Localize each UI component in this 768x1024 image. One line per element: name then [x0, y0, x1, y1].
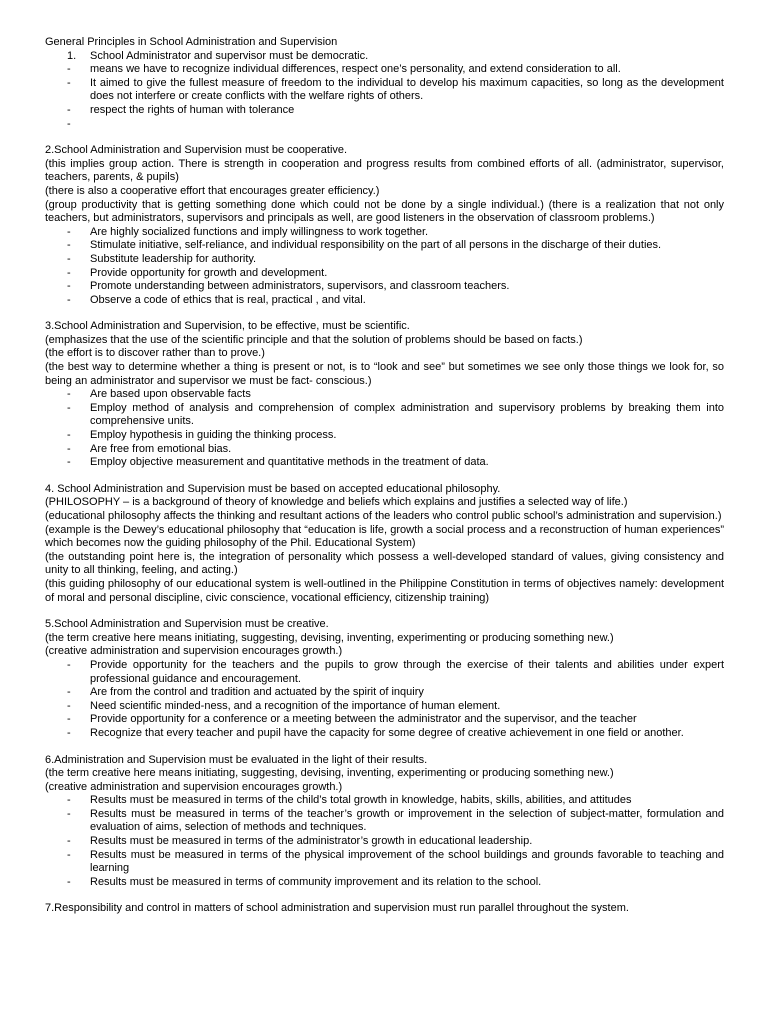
paragraph: (the best way to determine whether a thing is present or not, is to “look and see” but sometimes we see only those things we look for, so being an administrator and supervisor we must be fact- conscious.) — [45, 361, 724, 387]
section-7 — [45, 902, 724, 916]
list-item: - Employ hypothesis in guiding the thinking process. — [45, 429, 724, 443]
section-4 — [45, 483, 724, 605]
bullet-list — [45, 63, 724, 131]
list-item — [45, 118, 724, 132]
paragraph: (example is the Dewey’s educational philosophy that “education is life, growth a social process and a reconstruction of human experiences” which becomes now the guiding philosophy of the Phil. Educational System) — [45, 523, 724, 550]
paragraph: (emphasizes that the use of the scientific principle and that the solution of problems should be based on facts.) — [45, 333, 583, 346]
section-heading: 2.School Administration and Supervision must be cooperative. — [45, 144, 348, 157]
paragraph: (creative administration and supervision encourages growth.) — [45, 780, 343, 793]
paragraph: (this implies group action. There is strength in cooperation and progress results from combined efforts of all. (administrator, supervisor, teachers, parents, & pupils) — [45, 157, 724, 184]
section-1 — [45, 50, 724, 132]
section-heading: 3.School Administration and Supervision, to be effective, must be scientific. — [45, 320, 410, 333]
item-text: School Administrator and supervisor must be democratic. — [90, 49, 369, 62]
list-item: - Results must be measured in terms of community improvement and its relation to the school. — [45, 876, 724, 890]
list-item: - Results must be measured in terms of the teacher’s growth or improvement in the selection of subject-matter, formulation and evaluation of aims, selection of methods and techniques. — [45, 808, 724, 835]
list-item: - Results must be measured in terms of the child’s total growth in knowledge, habits, skills, abilities, and attitudes — [45, 794, 724, 808]
document-title: General Principles in School Administration and Supervision — [45, 36, 338, 48]
list-item: - Promote understanding between administrators, supervisors, and classroom teachers. — [45, 280, 724, 294]
list-item: - Observe a code of ethics that is real, practical , and vital. — [45, 294, 724, 308]
list-item: - It aimed to give the fullest measure of freedom to the individual to develop his maximum capacities, so long as the development does not interfere or create conflicts with the welfare rights of others. — [45, 77, 724, 104]
section-heading: 4. School Administration and Supervision must be based on accepted educational philosophy. — [45, 482, 501, 495]
paragraph: (creative administration and supervision encourages growth.) — [45, 645, 343, 658]
numbered-item-1 — [45, 50, 724, 64]
list-item: - Recognize that every teacher and pupil have the capacity for some degree of creative achievement in one field or another. — [45, 727, 724, 741]
list-item: - means we have to recognize individual differences, respect one’s personality, and extend consideration to all. — [45, 63, 724, 77]
paragraph: (PHILOSOPHY – is a background of theory of knowledge and beliefs which explains and justifies a selected way of life.) — [45, 496, 628, 509]
list-item: - respect the rights of human with tolerance — [45, 104, 724, 118]
list-item: - Employ objective measurement and quantitative methods in the treatment of data. — [45, 456, 724, 470]
list-item: - Provide opportunity for a conference or a meeting between the administrator and the supervisor, and the teacher — [45, 713, 724, 727]
numbered-list — [45, 50, 724, 64]
list-item: - Substitute leadership for authority. — [45, 253, 724, 267]
section-3 — [45, 320, 724, 470]
paragraph: (this guiding philosophy of our educational system is well-outlined in the Philippine Constitution in terms of objectives namely: development of moral and personal discipline, civic conscience, vocational efficiency, citizenship training) — [45, 577, 724, 604]
list-item: - Results must be measured in terms of the physical improvement of the school buildings and grounds favorable to teaching and learning — [45, 849, 724, 876]
section-heading: 7.Responsibility and control in matters of school administration and supervision must run parallel throughout the system. — [45, 902, 629, 915]
list-item: - Employ method of analysis and comprehension of complex administration and supervisory problems by breaking them into comprehensive units. — [45, 402, 724, 429]
list-item: - Provide opportunity for growth and development. — [45, 267, 724, 281]
list-item: - Are based upon observable facts — [45, 388, 724, 402]
section-2 — [45, 144, 724, 307]
list-item: - Provide opportunity for the teachers and the pupils to grow through the exercise of their talents and abilities under expert professional guidance and encouragement. — [45, 659, 724, 686]
list-item: - Need scientific minded-ness, and a recognition of the importance of human element. — [45, 700, 724, 714]
paragraph: (the term creative here means initiating, suggesting, devising, inventing, experimenting or producing something new.) — [45, 767, 614, 780]
bullet-list — [45, 794, 724, 889]
list-item: - Results must be measured in terms of the administrator’s growth in educational leadership. — [45, 835, 724, 849]
paragraph: (there is also a cooperative effort that encourages greater efficiency.) — [45, 184, 380, 197]
paragraph: (educational philosophy affects the thinking and resultant actions of the leaders who control public school’s administration and supervision.) — [45, 510, 722, 522]
paragraph: (the term creative here means initiating, suggesting, devising, inventing, experimenting or producing something new.) — [45, 631, 614, 644]
section-heading: 5.School Administration and Supervision must be creative. — [45, 618, 329, 631]
list-item: - Stimulate initiative, self-reliance, and individual responsibility on the part of all persons in the discharge of their duties. — [45, 239, 724, 253]
list-item: - Are highly socialized functions and imply willingness to work together. — [45, 226, 724, 240]
section-5 — [45, 618, 724, 740]
bullet-list — [45, 659, 724, 741]
bullet-list — [45, 388, 724, 470]
bullet-list — [45, 226, 724, 308]
section-heading: 6.Administration and Supervision must be evaluated in the light of their results. — [45, 753, 428, 766]
paragraph: (the effort is to discover rather than to prove.) — [45, 347, 265, 360]
list-item: - Are from the control and tradition and actuated by the spirit of inquiry — [45, 686, 724, 700]
paragraph: (the outstanding point here is, the integration of personality which possess a well-developed standard of values, giving consistency and unity to all thinking, feeling, and acting.) — [45, 550, 724, 577]
list-item: - Are free from emotional bias. — [45, 443, 724, 457]
paragraph: (group productivity that is getting something done which could not be done by a single individual.) (there is a realization that not only teachers, but administrators, supervisors and principals as well, are good listeners in the observation of classroom problems.) — [45, 198, 724, 225]
section-6 — [45, 754, 724, 890]
item-number: 1. — [67, 49, 77, 62]
